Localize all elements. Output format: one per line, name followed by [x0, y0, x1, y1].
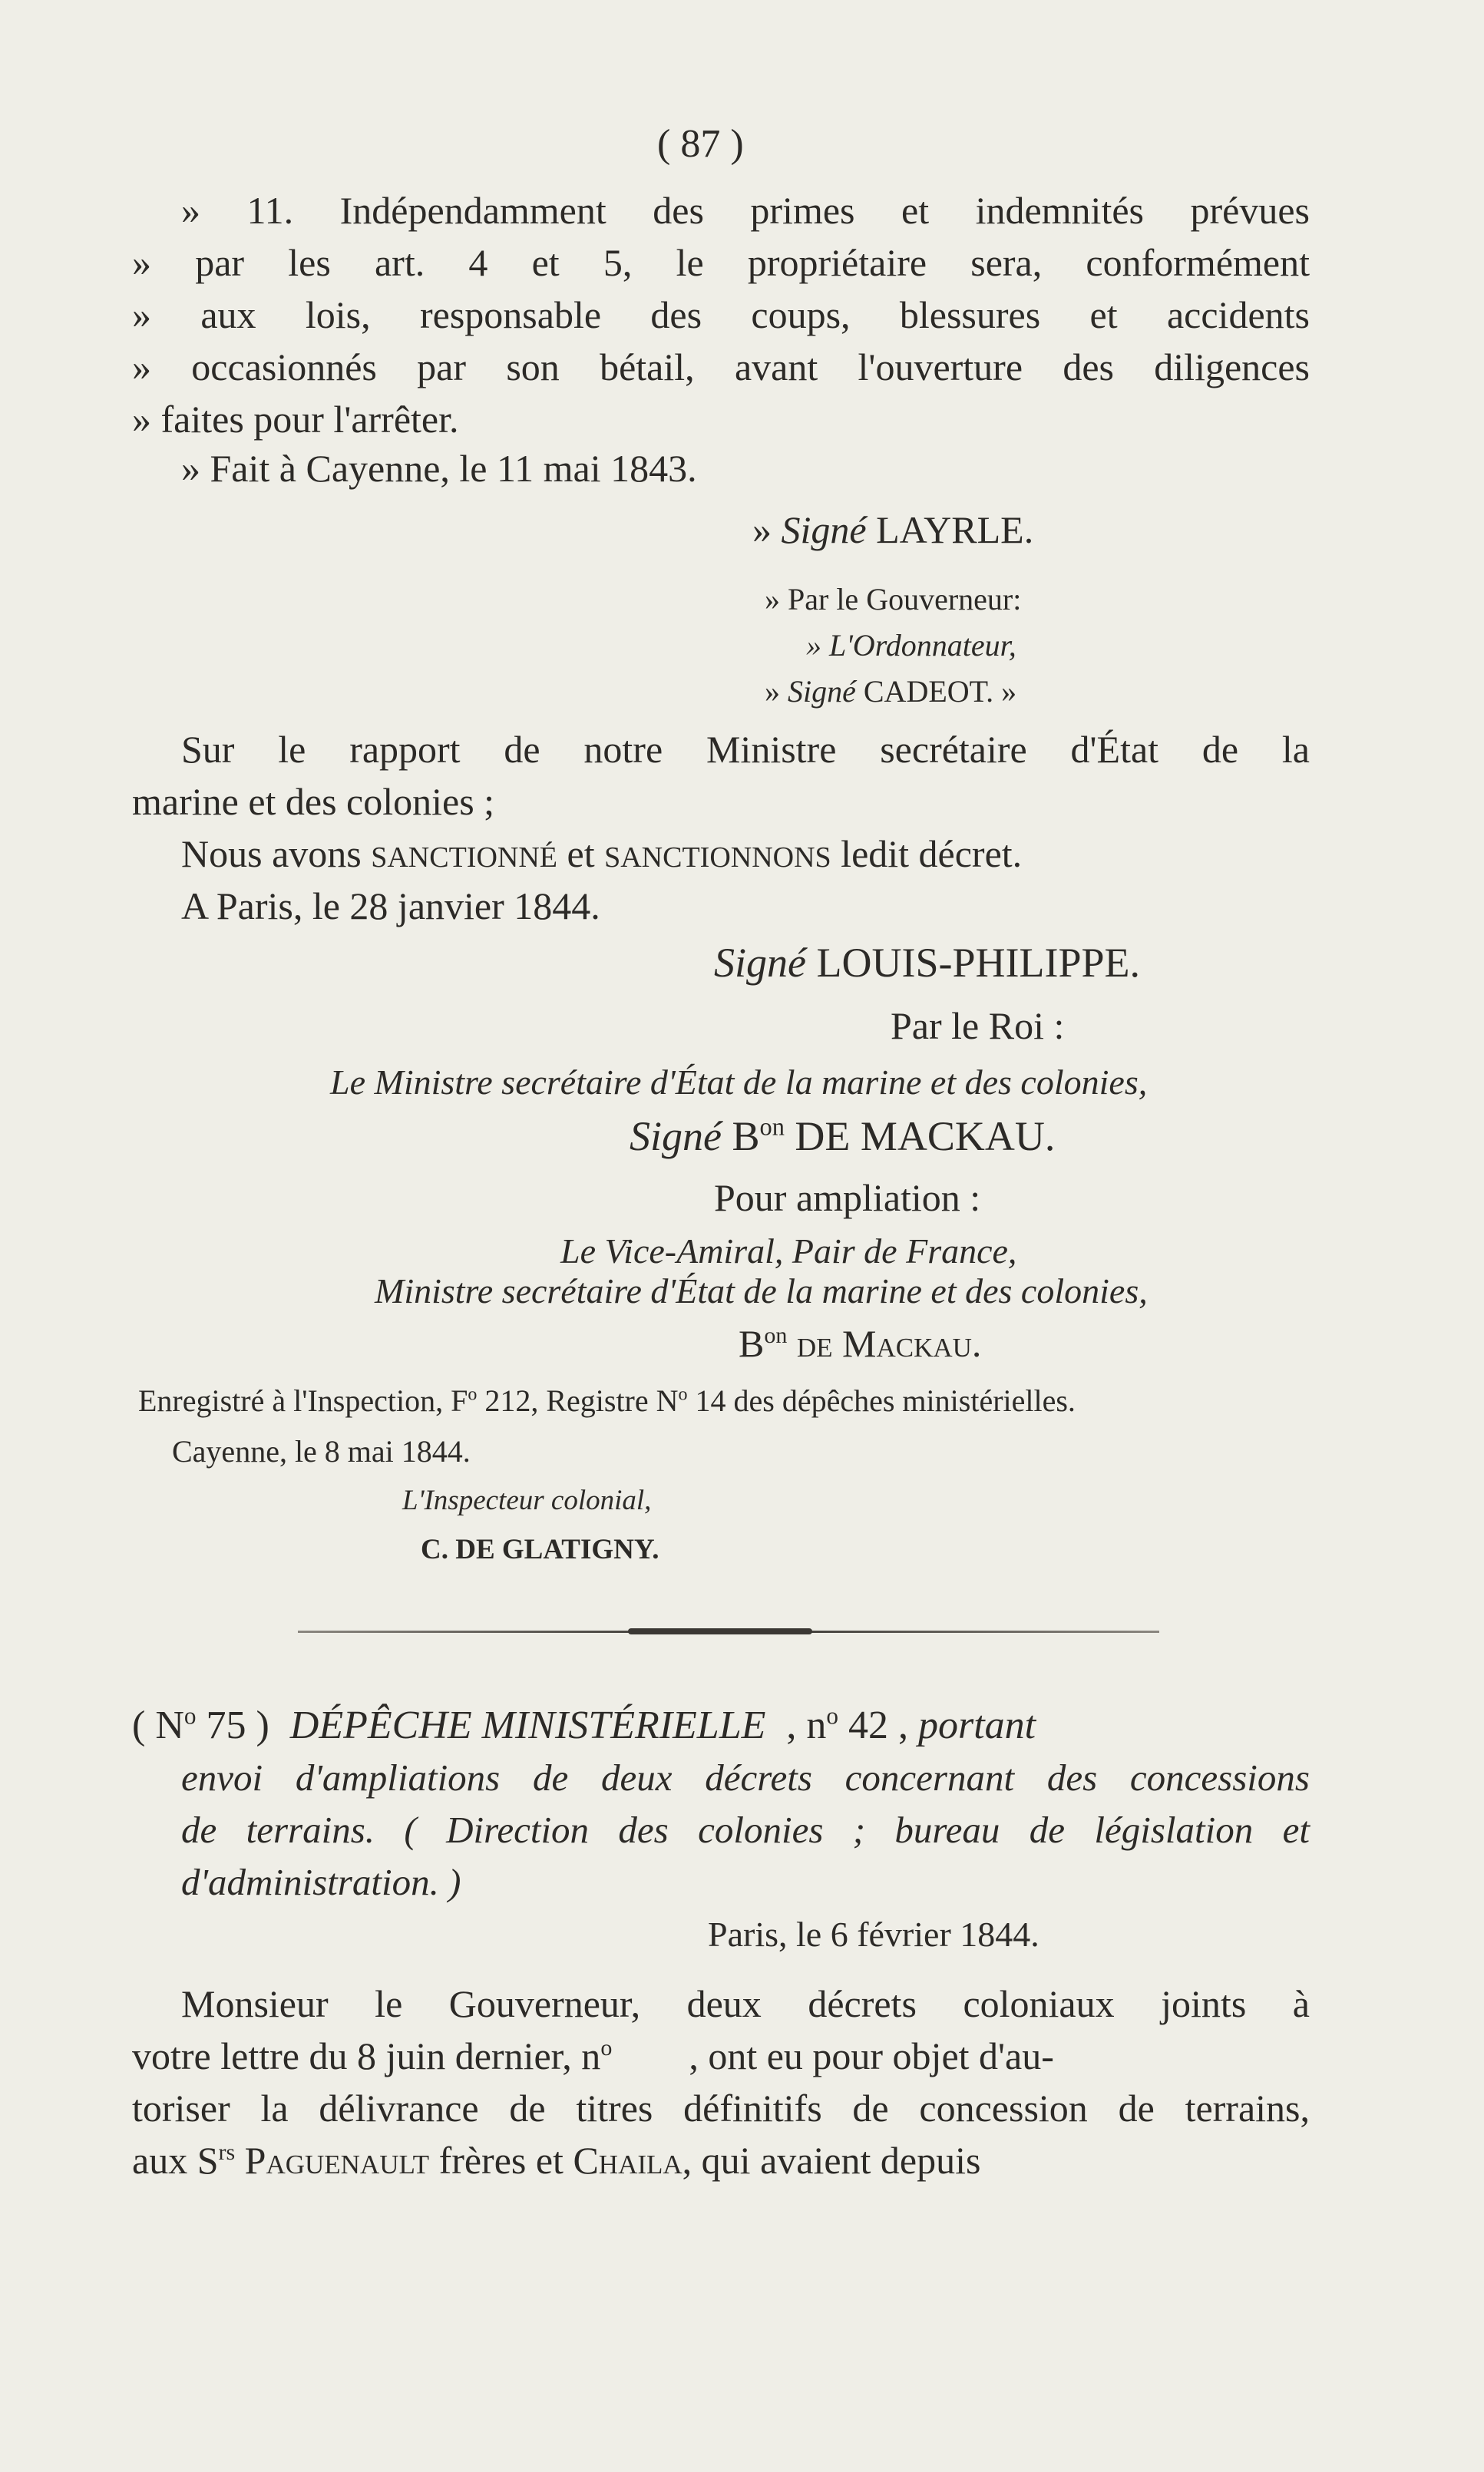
ministre-line: Le Ministre secrétaire d'État de la marine et des colonies, — [330, 1062, 1148, 1102]
l-ordonnateur: » L'Ordonnateur, — [806, 628, 1016, 663]
art11-line-3: » aux lois, responsable des coups, blessures et accidents — [132, 293, 1310, 336]
signature-prefix: » — [765, 674, 788, 709]
depeche-line-2: envoi d'ampliations de deux décrets concernant des concessions — [181, 1757, 1310, 1799]
letter-aux: aux S — [132, 2139, 219, 2182]
sanction-keyword-1: SANCTIONNÉ — [371, 841, 557, 874]
letter-line-3: toriser la délivrance de titres définitifs de concession de terrains, — [132, 2087, 1310, 2130]
rapport-line-1: Sur le rapport de notre Ministre secrétaire d'État de la — [181, 728, 1310, 771]
art11-line-4: » occasionnés par son bétail, avant l'ouverture des diligences — [132, 345, 1310, 388]
depeche-number: 75 ) — [196, 1704, 269, 1747]
enregistre-a: Enregistré à l'Inspection, F — [138, 1383, 468, 1418]
letter-line-4 — [132, 2137, 1310, 2183]
section-divider — [298, 1631, 1159, 1633]
mackau-signature-2 — [739, 1320, 981, 1367]
depeche-n-sup: o — [826, 1702, 838, 1730]
baron-letter: B — [732, 1113, 760, 1159]
signature-layrle — [752, 507, 1033, 553]
ministre-line-2: Ministre secrétaire d'État de la marine et des colonies, — [375, 1271, 1148, 1310]
pour-ampliation: Pour ampliation : — [714, 1176, 981, 1219]
depeche-number-prefix: ( N — [132, 1704, 184, 1747]
letter-qui-avaient: , qui avaient depuis — [682, 2139, 981, 2182]
cayenne-date: Cayenne, le 8 mai 1844. — [172, 1434, 471, 1469]
name-paguenault: Paguenault — [244, 2139, 430, 2182]
sanction-line — [181, 831, 1022, 881]
depeche-title-line — [132, 1703, 1310, 1749]
glatigny-signature: C. DE GLATIGNY. — [421, 1534, 659, 1565]
signatory-name: LAYRLE. — [876, 508, 1034, 551]
paris-date-1: A Paris, le 28 janvier 1844. — [181, 884, 600, 927]
depeche-n-value: 42 , — [838, 1704, 908, 1747]
art11-line-2: » par les art. 4 et 5, le propriétaire sera, conformément — [132, 241, 1310, 284]
enregistre-b: 212, Registre N — [477, 1383, 679, 1418]
letter-line-2-sup: o — [600, 2035, 613, 2061]
signatory-name: DE MACKAU. — [795, 1113, 1056, 1159]
signe-label: Signé — [630, 1113, 722, 1159]
signatory-name: CADEOT. » — [863, 674, 1017, 709]
depeche-portant: portant — [918, 1704, 1036, 1747]
letter-line-2 — [132, 2033, 1310, 2079]
sanction-text-a: Nous avons — [181, 832, 362, 875]
signature-mackau — [630, 1113, 1055, 1159]
signature-cadeot — [765, 673, 1016, 711]
fait-a-cayenne: » Fait à Cayenne, le 11 mai 1843. — [181, 447, 697, 490]
baron-sup: on — [759, 1113, 785, 1142]
signe-label: Signé — [788, 674, 856, 709]
rapport-line-2: marine et des colonies ; — [132, 780, 495, 823]
letter-line-1: Monsieur le Gouverneur, deux décrets coloniaux joints à — [181, 1982, 1310, 2025]
letter-line-2a: votre lettre du 8 juin dernier, n — [132, 2034, 601, 2077]
par-le-gouverneur: » Par le Gouverneur: — [765, 582, 1022, 616]
baron-letter: B — [739, 1322, 765, 1365]
letter-sieurs-sup: rs — [218, 2140, 236, 2165]
name-chaila: Chaila — [573, 2139, 683, 2182]
art11-line-5: » faites pour l'arrêter. — [132, 398, 459, 441]
vice-amiral-line: Le Vice-Amiral, Pair de France, — [560, 1231, 1017, 1271]
depeche-number-sup: o — [183, 1702, 197, 1730]
signature-louis-philippe — [714, 940, 1140, 986]
signe-label: Signé — [714, 940, 806, 986]
enregistre-line — [138, 1382, 1076, 1420]
paris-date-2: Paris, le 6 février 1844. — [708, 1915, 1039, 1954]
enregistre-b-sup: o — [678, 1384, 688, 1405]
depeche-title: DÉPÊCHE MINISTÉRIELLE — [289, 1704, 766, 1747]
baron-title — [732, 1113, 784, 1159]
letter-line-2b: , ont eu pour objet d'au- — [612, 2034, 1054, 2077]
mackau-name: de Mackau. — [796, 1322, 982, 1365]
sanction-text-e: ledit décret. — [841, 832, 1023, 875]
sanction-text-c: et — [567, 832, 595, 875]
depeche-n-prefix: , n — [786, 1704, 827, 1747]
page-number: ( 87 ) — [657, 122, 744, 166]
baron-sup: on — [764, 1323, 788, 1348]
depeche-line-4: d'administration. ) — [181, 1861, 461, 1903]
depeche-line-3: de terrains. ( Direction des colonies ; bureau de législation et — [181, 1809, 1310, 1851]
signatory-name: LOUIS-PHILIPPE. — [816, 940, 1140, 986]
signe-label: Signé — [781, 508, 867, 551]
letter-freres-et: frères et — [438, 2139, 564, 2182]
enregistre-c: 14 des dépêches ministérielles. — [687, 1383, 1076, 1418]
inspecteur-colonial: L'Inspecteur colonial, — [402, 1485, 652, 1516]
art11-line-1: » 11. Indépendamment des primes et indemnités prévues — [181, 189, 1310, 232]
signature-prefix: » — [752, 508, 782, 551]
par-le-roi: Par le Roi : — [891, 1004, 1065, 1047]
enregistre-a-sup: o — [468, 1384, 478, 1405]
sanction-keyword-2: SANCTIONNONS — [604, 841, 831, 874]
